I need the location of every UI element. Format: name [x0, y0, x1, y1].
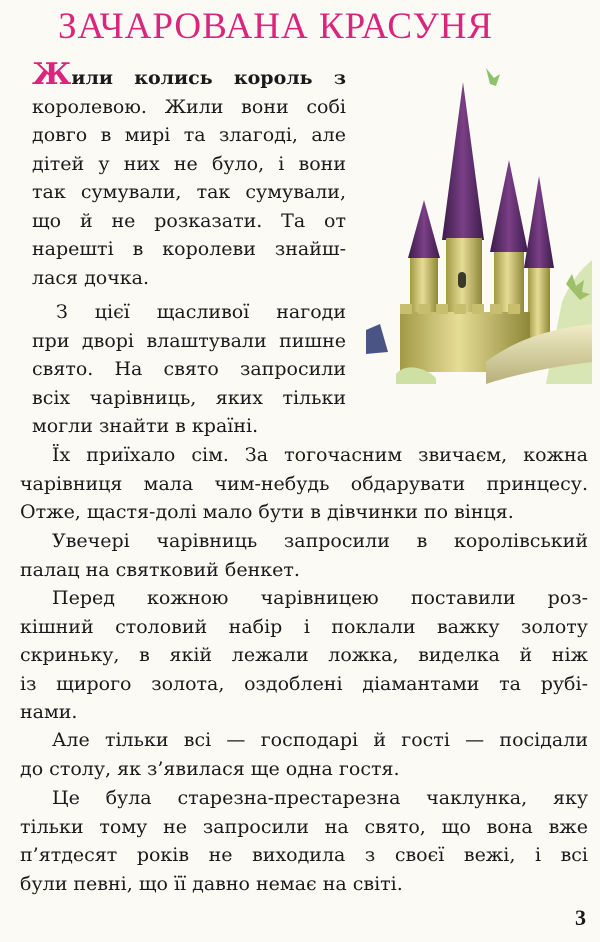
text-line: Увечері чарівниць запросили в королівський — [52, 530, 588, 552]
text-line: нами. — [20, 701, 78, 723]
text-line: тільки тому не запросили на свято, що вона вже — [20, 815, 588, 838]
paragraph-6 — [20, 726, 588, 783]
text-line: були певні, що її давно немає на світі. — [20, 872, 403, 895]
text-line: до столу, як з’явилася ще одна гостя. — [20, 757, 400, 780]
text-line: Але тільки всі — господарі й гості — посідали — [52, 729, 588, 751]
text-line: палац на святковий бенкет. — [20, 558, 300, 581]
text-line: дітей у них не було, і вони — [32, 152, 346, 175]
drop-cap: Ж — [32, 57, 72, 92]
text-line: скриньку, в якій лежали ложка, виделка й ніж — [20, 644, 588, 666]
text-line: чарівниця мала чим-небудь обдарувати принцесу. — [20, 472, 588, 495]
paragraph-7 — [20, 784, 588, 898]
text-line: королевою. Жили вони собі — [32, 95, 346, 118]
paragraph-3 — [20, 441, 588, 527]
paragraph-2 — [32, 298, 346, 441]
text-line: лася дочка. — [32, 266, 150, 289]
text-line: всіх чарівниць, яких тільки — [32, 386, 346, 409]
text-line: із щирого золота, оздоблені діамантами та рубі- — [20, 672, 588, 695]
text-line: так сумували, так сумували, — [32, 181, 346, 203]
text-line: Отже, щастя-долі мало бути в дівчинки по вінця. — [20, 501, 514, 523]
text-line: довго в мирі та злагоді, але — [32, 124, 346, 146]
text-line: З цієї щасливої нагоди — [56, 301, 346, 323]
text-line: Їх приїхало сім. За тогочасним звичаєм, кожна — [52, 444, 588, 466]
castle-illustration — [366, 62, 592, 384]
text-line: нарешті в королеви знайш- — [32, 238, 346, 260]
text-line: кішний столовий набір і поклали важку золоту — [20, 615, 588, 638]
text-line: могли знайти в країні. — [32, 415, 259, 437]
paragraph-4 — [20, 527, 588, 584]
text-line: п’ятдесят років не виходила з своєї вежі, і всі — [20, 844, 588, 866]
text-line: Перед кожною чарівницею поставили роз- — [52, 587, 588, 609]
paragraph-1 — [32, 57, 346, 292]
text-line: Це була старезна-престарезна чаклунка, яку — [52, 787, 588, 809]
paragraph-5 — [20, 584, 588, 727]
text-line: свято. На свято запросили — [32, 358, 346, 380]
text-line: що й не розказати. Та от — [32, 209, 346, 232]
text-line: Жили колись король з — [32, 57, 346, 92]
page-title: ЗАЧАРОВАНА КРАСУНЯ — [58, 6, 494, 47]
text-line: при дворі влаштували пишне — [32, 329, 346, 352]
page-number: 3 — [575, 905, 586, 930]
